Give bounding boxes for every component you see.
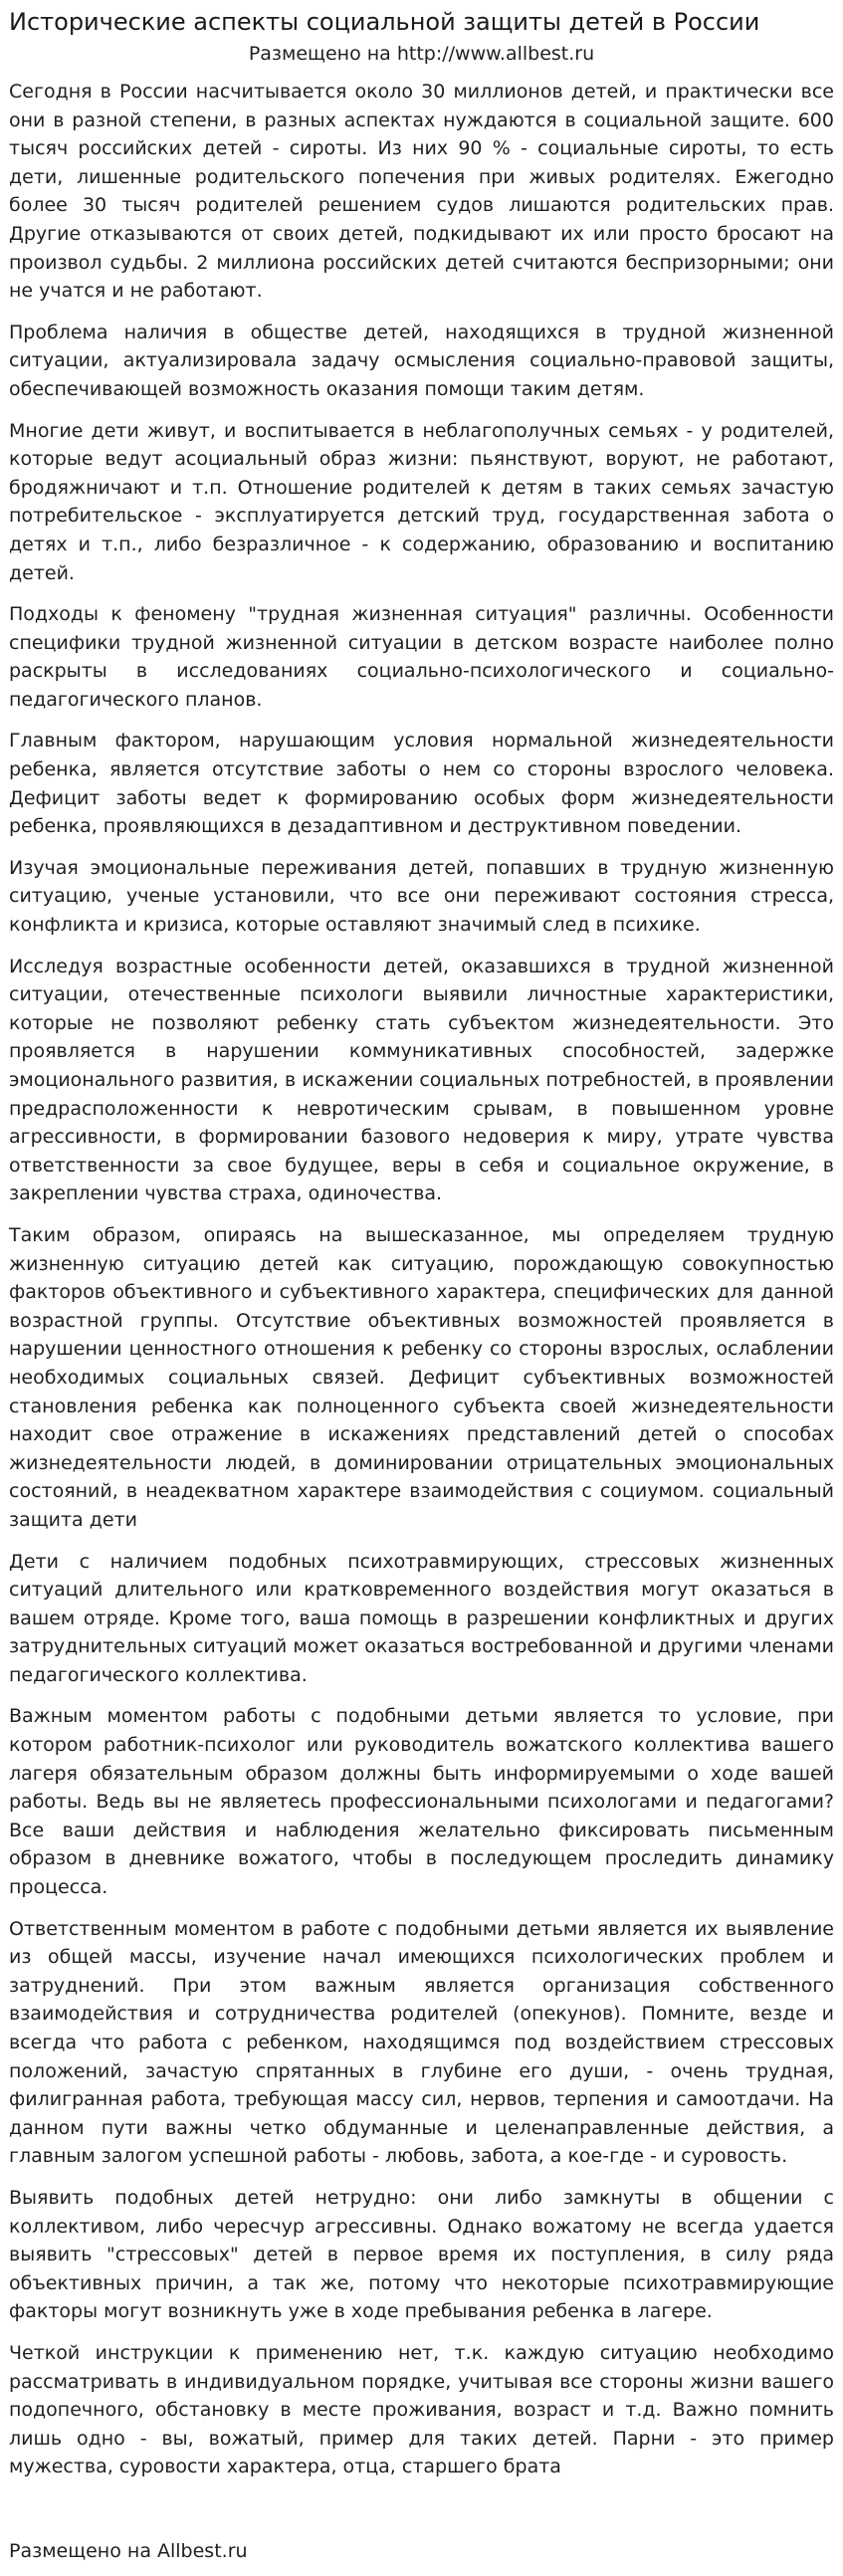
paragraph: Главным фактором, нарушающим условия нормальной жизнедеятельности ребенка, является отсутствие заботы о нем со стороны взрослого человека. Дефицит заботы ведет к формированию особых форм жизнедеятельности ребенка, проявляющихся в дезадаптивном и деструктивном поведении. [9,730,834,838]
paragraph: Четкой инструкции к применению нет, т.к. каждую ситуацию необходимо рассматривать в индивидуальном порядке, учитывая все стороны жизни вашего подопечного, обстановку в месте проживания, возраст и т.д. Важно помнить лишь одно - вы, вожатый, пример для таких детей. Парни - это пример мужества, суровости характера, отца, старшего брата [9,2341,834,2478]
footer-notice: Размещено на Allbest.ru [9,2539,248,2562]
paragraph: Дети с наличием подобных психотравмирующих, стрессовых жизненных ситуаций длительного или кратковременного воздействия могут оказаться в вашем отряде. Кроме того, ваша помощь в разрешении конфликтных и других затруднительных ситуаций может оказаться востребованной и другими членами педагогического коллектива. [9,1550,834,1686]
paragraph: Изучая эмоциональные переживания детей, попавших в трудную жизненную ситуацию, ученые установили, что все они переживают состояния стресса, конфликта и кризиса, которые оставляют значимый след в психике. [9,856,834,937]
paragraph: Таким образом, опираясь на вышесказанное, мы определяем трудную жизненную ситуацию детей как ситуацию, порождающую совокупностью факторов объективного и субъективного характера, специфических для данной возрастной группы. Отсутствие объективных возможностей проявляется в нарушении ценностного отношения к ребенку со стороны взрослых, ослаблении необходимых социальных связей. Дефицит субъективных возможностей становления ребенка как полноценного субъекта своей жизнедеятельности находит свое отражение в искажениях представлений детей о способах жизнедеятельности людей, в доминировании отрицательных эмоциональных состояний, в неадекватном характере взаимодействия с социумом. социальный защита дети [9,1223,834,1531]
paragraph: Подходы к феномену "трудная жизненная ситуация" различны. Особенности специфики трудной жизненной ситуации в детском возрасте наиболее полно раскрыты в исследованиях социально-психологического и социально-педагогического планов. [9,603,834,711]
document-title: Исторические аспекты социальной защиты детей в России [9,8,760,36]
paragraph: Важным моментом работы с подобными детьми является то условие, при котором работник-психолог или руководитель вожатского коллектива вашего лагеря обязательным образом должны быть информируемыми о ходе вашей работы. Ведь вы не являетесь профессиональными психологами и педагогами? Все ваши действия и наблюдения желательно фиксировать письменным образом в дневнике вожатого, чтобы в последующем проследить динамику процесса. [9,1705,834,1899]
paragraph: Ответственным моментом в работе с подобными детьми является их выявление из общей массы, изучение начал имеющихся психологических проблем и затруднений. При этом важным является организация собственного взаимодействия и сотрудничества родителей (опекунов). Помните, везде и всегда что работа с ребенком, находящимся под воздействием стрессовых положений, зачастую спрятанных в глубине его души, - очень трудная, филигранная работа, требующая массу сил, нервов, терпения и самоотдачи. На данном пути важны четко обдуманные и целенаправленные действия, а главным залогом успешной работы - любовь, забота, а кое-где - и суровость. [9,1917,834,2168]
paragraph: Исследуя возрастные особенности детей, оказавшихся в трудной жизненной ситуации, отечественные психологи выявили личностные характеристики, которые не позволяют ребенку стать субъектом жизнедеятельности. Это проявляется в нарушении коммуникативных способностей, задержке эмоционального развития, в искажении социальных потребностей, в проявлении предрасположенности к невротическим срывам, в повышенном уровне агрессивности, в формировании базового недоверия к миру, утрате чувства ответственности за свое будущее, веры в себя и социальное окружение, в закреплении чувства страха, одиночества. [9,955,834,1205]
paragraph: Выявить подобных детей нетрудно: они либо замкнуты в общении с коллективом, либо чересчур агрессивны. Однако вожатому не всегда удается выявить "стрессовых" детей в первое время их поступления, в силу ряда объективных причин, а так же, потому что некоторые психотравмирующие факторы могут возникнуть уже в ходе пребывания ребенка в лагере. [9,2186,834,2323]
hosting-notice: Размещено на http://www.allbest.ru [248,43,595,65]
paragraph: Сегодня в России насчитывается около 30 миллионов детей, и практически все они в разной степени, в разных аспектах нуждаются в социальной защите. 600 тысяч российских детей - сироты. Из них 90 % - социальные сироты, то есть дети, лишенные родительского попечения при живых родителях. Ежегодно более 30 тысяч родителей решением судов лишаются родительских прав. Другие отказываются от своих детей, подкидывают их или просто бросают на произвол судьбы. 2 миллиона российских детей считаются беспризорными; они не учатся и не работают. [9,81,834,303]
paragraph: Многие дети живут, и воспитывается в неблагополучных семьях - у родителей, которые ведут асоциальный образ жизни: пьянствуют, воруют, не работают, бродяжничают и т.п. Отношение родителей к детям в таких семьях зачастую потребительское - эксплуатируется детский труд, государственная забота о детях и т.п., либо безразличное - к содержанию, образованию и воспитанию детей. [9,419,834,584]
paragraph: Проблема наличия в обществе детей, находящихся в трудной жизненной ситуации, актуализировала задачу осмысления социально-правовой защиты, обеспечивающей возможность оказания помощи таким детям. [9,321,834,400]
